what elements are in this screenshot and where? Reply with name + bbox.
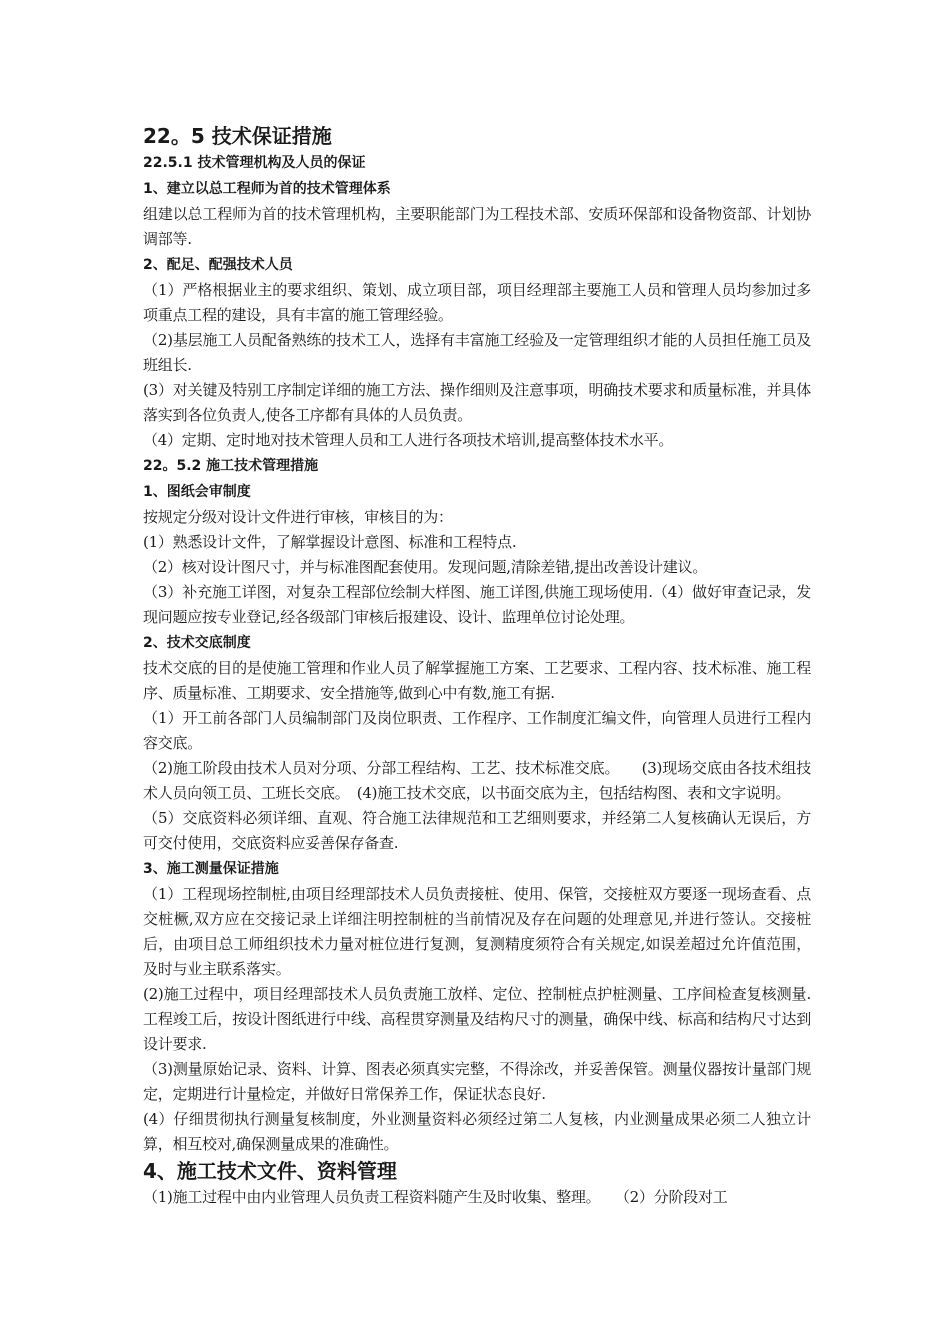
paragraph: （1)施工过程中由内业管理人员负责工程资料随产生及时收集、整理。 （2）分阶段对工 xyxy=(143,1188,728,1206)
document-page xyxy=(143,122,811,1210)
section-heading: 22。5 技术保证措施 xyxy=(143,124,332,148)
paragraph: 组建以总工程师为首的技术管理机构，主要职能部门为工程技术部、安质环保部和设备物资部、计划协调部等. xyxy=(143,205,811,248)
paragraph: （4）定期、定时地对技术管理人员和工人进行各项技术培训,提高整体技术水平。 xyxy=(143,431,674,449)
paragraph: (2)施工过程中，项目经理部技术人员负责施工放样、定位、控制桩点护桩测量、工序间检查复核测量.工程竣工后，按设计图纸进行中线、高程贯穿测量及结构尺寸的测量，确保中线、标高和结构尺寸达到设计要求. xyxy=(143,985,811,1053)
section-heading: 4、施工技术文件、资料管理 xyxy=(143,1159,397,1183)
paragraph: (3）对关键及特别工序制定详细的施工方法、操作细则及注意事项，明确技术要求和质量标准，并具体落实到各位负责人,使各工序都有具体的人员负责。 xyxy=(143,381,811,424)
paragraph: （2)施工阶段由技术人员对分项、分部工程结构、工艺、技术标准交底。 (3)现场交底由各技术组技术人员向领工员、工班长交底。 (4)施工技术交底，以书面交底为主，包括结构图、表和文字说明。 xyxy=(143,759,811,802)
paragraph: （5）交底资料必须详细、直观、符合施工法律规范和工艺细则要求，并经第二人复核确认无误后，方可交付使用，交底资料应妥善保存备查. xyxy=(143,809,811,852)
item-heading: 2、技术交底制度 xyxy=(143,635,251,651)
paragraph: 技术交底的目的是使施工管理和作业人员了解掌握施工方案、工艺要求、工程内容、技术标准、施工程序、质量标准、工期要求、安全措施等,做到心中有数,施工有据. xyxy=(143,659,811,702)
item-heading: 1、图纸会审制度 xyxy=(143,484,251,500)
subsection-heading: 22。5.2 施工技术管理措施 xyxy=(143,458,319,474)
paragraph: （3）补充施工详图，对复杂工程部位绘制大样图、施工详图,供施工现场使用.（4）做好审查记录，发现问题应按专业登记,经各级部门审核后报建设、设计、监理单位讨论处理。 xyxy=(143,583,811,626)
paragraph: （1）开工前各部门人员编制部门及岗位职责、工作程序、工作制度汇编文件，向管理人员进行工程内容交底。 xyxy=(143,709,811,752)
item-heading: 2、配足、配强技术人员 xyxy=(143,257,293,273)
paragraph: （2）核对设计图尺寸，并与标准图配套使用。发现问题,清除差错,提出改善设计建议。 xyxy=(143,558,708,576)
paragraph: （2)基层施工人员配备熟练的技术工人，选择有丰富施工经验及一定管理组织才能的人员担任施工员及班组长. xyxy=(143,331,811,374)
item-heading: 3、施工测量保证措施 xyxy=(143,861,279,877)
item-heading: 1、建立以总工程师为首的技术管理体系 xyxy=(143,181,391,197)
paragraph: 按规定分级对设计文件进行审核，审核目的为： xyxy=(143,508,453,526)
paragraph: （1）严格根据业主的要求组织、策划、成立项目部，项目经理部主要施工人员和管理人员均参加过多项重点工程的建设，具有丰富的施工管理经验。 xyxy=(143,281,811,324)
paragraph: （1）工程现场控制桩,由项目经理部技术人员负责接桩、使用、保管，交接桩双方要逐一现场查看、点交桩橛,双方应在交接记录上详细注明控制桩的当前情况及存在问题的处理意见,并进行签认。交接桩后，由项目总工师组织技术力量对桩位进行复测，复测精度须符合有关规定,如误差超过允许值范围，及时与业主联系落实。 xyxy=(143,885,811,978)
paragraph: (1）熟悉设计文件，了解掌握设计意图、标准和工程特点. xyxy=(143,533,517,551)
subsection-heading: 22.5.1 技术管理机构及人员的保证 xyxy=(143,155,366,171)
paragraph: (4）仔细贯彻执行测量复核制度，外业测量资料必须经过第二人复核，内业测量成果必须二人独立计算，相互校对,确保测量成果的准确性。 xyxy=(143,1110,811,1153)
paragraph: （3)测量原始记录、资料、计算、图表必须真实完整，不得涂改，并妥善保管。测量仪器按计量部门规定，定期进行计量检定，并做好日常保养工作，保证状态良好. xyxy=(143,1060,811,1103)
